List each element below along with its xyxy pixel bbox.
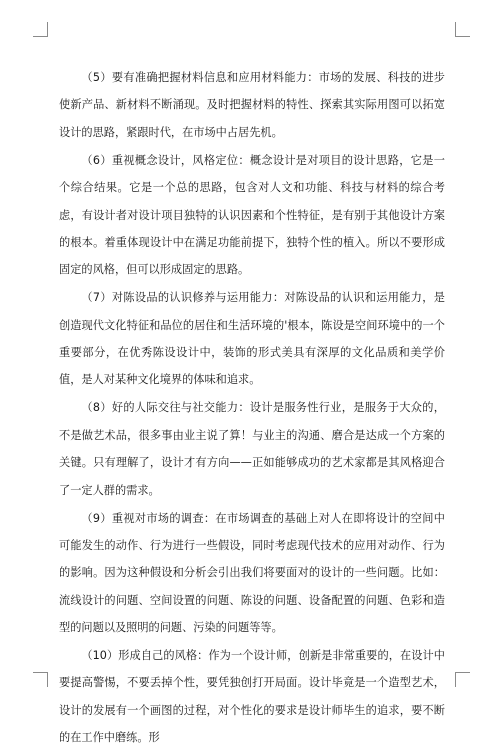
paragraph-market-research: （9）重视对市场的调查：在市场调查的基础上对人在即将设计的空间中可能发生的动作、行为进行一些假设，同时考虑现代技术的应用对动作、行为的影响。因为这种假设和分析会引出我们将要面对的设计的一些问题。比如：流线设计的问题、空间设置的问题、陈设的问题、设备配置的问题、色彩和造型的问题以及照明的问题、污染的问题等等。 xyxy=(59,511,445,635)
crop-mark-bottom-right xyxy=(455,672,470,687)
paragraph-furnishing-ability: （7）对陈设品的认识修养与运用能力：对陈设品的认识和运用能力，是创造现代文化特征和品位的居住和生活环境的'根本，陈设是空间环境中的一个重要部分，在优秀陈设设计中，装饰的形式美具有深厚的文化品质和美学价值，是人对某种文化境界的体味和追求。 xyxy=(59,291,445,387)
crop-mark-top-right xyxy=(455,22,470,37)
paragraph-concept-design: （6）重视概念设计，风格定位：概念设计是对项目的设计思路，它是一个综合结果。它是一个总的思路，包含对人文和功能、科技与材料的综合考虑，有设计者对设计项目独特的认识因素和个性特征，是有别于其他设计方案的根本。着重体现设计中在满足功能前提下，独特个性的植入。所以不要形成固定的风格，但可以形成固定的思路。 xyxy=(59,153,445,277)
paragraph-social-skills: （8）好的人际交往与社交能力：设计是服务性行业，是服务于大众的，不是做艺术品，很多事由业主说了算！与业主的沟通、磨合是达成一个方案的关键。只有理解了，设计才有方向——正如能够成功的艺术家都是其风格迎合了一定人群的需求。 xyxy=(59,401,445,497)
crop-mark-bottom-left xyxy=(33,672,48,687)
crop-mark-top-left xyxy=(33,22,48,37)
paragraph-material-ability: （5）要有准确把握材料信息和应用材料能力：市场的发展、科技的进步使新产品、新材料不断涌现。及时把握材料的特性、探索其实际用图可以拓宽设计的思路，紧跟时代，在市场中占居先机。 xyxy=(59,71,445,139)
paragraph-own-style: （10）形成自己的风格：作为一个设计师，创新是非常重要的，在设计中要提高警惕，不要丢掉个性，要凭独创打开局面。设计毕竟是一个造型艺术，设计的发展有一个画图的过程，对个性化的要求是设计师毕生的追求，要不断的在工作中磨练。形 xyxy=(59,649,445,745)
document-body xyxy=(59,64,445,752)
